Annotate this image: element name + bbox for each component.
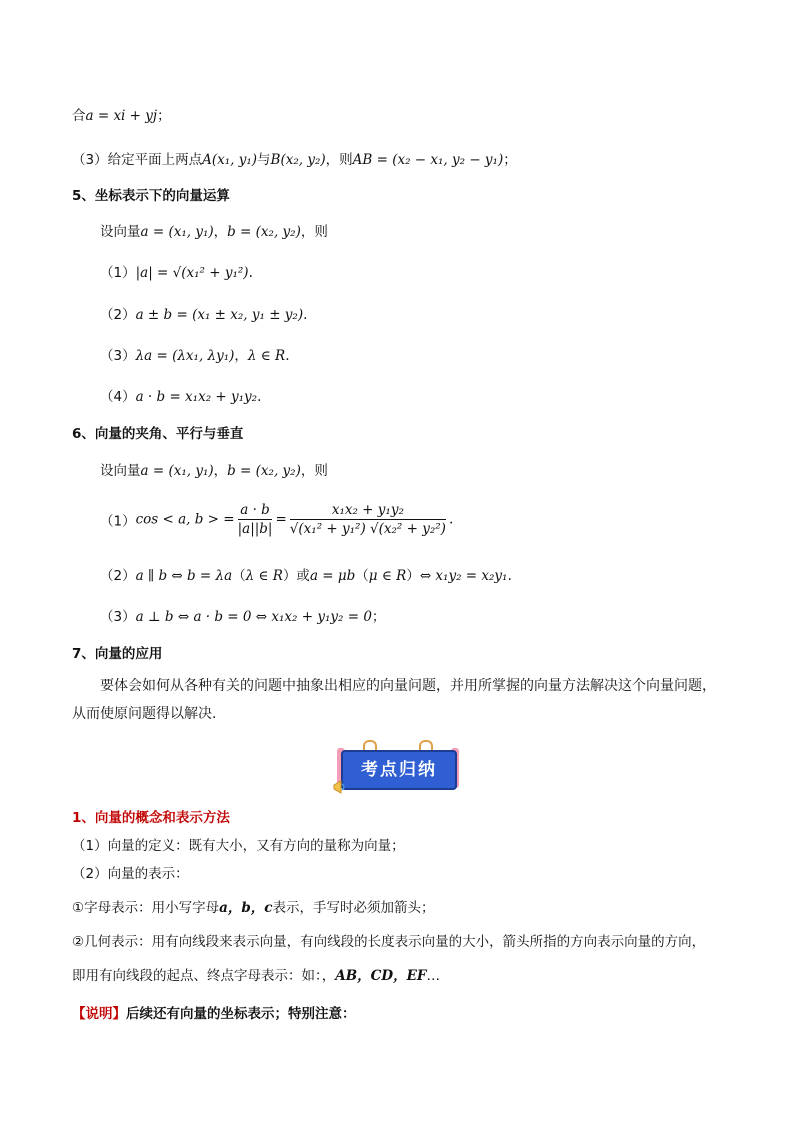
section5-item1 bbox=[100, 263, 253, 283]
note-text: 后续还有向量的坐标表示；特别注意： bbox=[126, 1006, 356, 1022]
section6-intro bbox=[100, 461, 328, 481]
formula: λa = (λx₁, λy₁) bbox=[135, 348, 235, 364]
text: ，则 bbox=[300, 224, 328, 240]
item-number: （4） bbox=[100, 389, 136, 405]
text: ，则 bbox=[300, 463, 328, 479]
kaodian-item-definition: （1）向量的定义：既有大小，又有方向的量称为向量； bbox=[72, 838, 405, 854]
line-vector-decomposition bbox=[72, 106, 171, 126]
section-heading-5: 5、坐标表示下的向量运算 bbox=[72, 188, 230, 204]
item-number: （3） bbox=[100, 348, 136, 364]
formula: b = (x₂, y₂) bbox=[227, 224, 301, 240]
section6-item1 bbox=[100, 502, 453, 537]
formula: a = (x₁, y₁) bbox=[140, 463, 214, 479]
section7-paragraph bbox=[72, 672, 722, 728]
text: . bbox=[507, 568, 512, 584]
formula: a = (x₁, y₁) bbox=[140, 224, 214, 240]
section6-item3 bbox=[100, 607, 385, 627]
item-number: （1） bbox=[100, 513, 136, 530]
fraction-cosine bbox=[238, 502, 273, 537]
vector-letters: a，b，c bbox=[219, 900, 273, 916]
item-number: （2） bbox=[100, 307, 136, 323]
formula: a ± b = (x₁ ± x₂, y₁ ± y₂) bbox=[135, 307, 304, 323]
section5-intro bbox=[100, 222, 328, 242]
formula: a ∥ b ⇔ b = λa bbox=[135, 568, 233, 584]
formula: cos < a, b > = bbox=[135, 511, 235, 528]
fraction-denominator: |a||b| bbox=[237, 521, 273, 537]
text: 设向量 bbox=[100, 224, 141, 240]
text: ， bbox=[213, 224, 228, 240]
note-tag: 【说明】 bbox=[72, 1006, 126, 1022]
formula: = bbox=[275, 511, 287, 528]
kaodian-letter-representation bbox=[72, 898, 435, 918]
formula: μ ∈ R bbox=[368, 568, 407, 584]
section5-item3 bbox=[100, 346, 289, 366]
formula: a · b = x₁x₂ + y₁y₂ bbox=[135, 389, 258, 405]
text: ）或 bbox=[282, 568, 310, 584]
fraction-coordinates bbox=[290, 502, 446, 537]
text: 表示，手写时必须加箭头； bbox=[272, 900, 435, 916]
text: （ bbox=[355, 568, 369, 584]
section-heading-6: 6、向量的夹角、平行与垂直 bbox=[72, 426, 244, 442]
text: ； bbox=[371, 609, 386, 625]
item-number: （3） bbox=[72, 152, 108, 168]
formula: ⇔ x₁y₂ = x₂y₁ bbox=[419, 568, 508, 584]
section5-item2 bbox=[100, 305, 307, 325]
formula: λ ∈ R bbox=[245, 568, 283, 584]
vector-letters: AB，CD，EF bbox=[335, 968, 427, 984]
line-two-points bbox=[72, 150, 517, 170]
text: ； bbox=[157, 108, 171, 124]
text: ） bbox=[406, 568, 420, 584]
formula: AB = (x₂ − x₁, y₂ − y₁) bbox=[352, 152, 504, 168]
text: ，则 bbox=[325, 152, 353, 168]
text: . bbox=[248, 265, 253, 281]
text: ， bbox=[213, 463, 228, 479]
formula: a ⊥ b ⇔ a · b = 0 ⇔ x₁x₂ + y₁y₂ = 0 bbox=[135, 609, 372, 625]
text: ， bbox=[234, 348, 248, 364]
text: ①字母表示：用小写字母 bbox=[72, 900, 220, 916]
section6-item2 bbox=[100, 566, 512, 586]
formula: |a| = √(x₁² + y₁²) bbox=[135, 265, 249, 281]
text: 与 bbox=[257, 152, 271, 168]
text: （ bbox=[232, 568, 246, 584]
kaodian-banner bbox=[333, 740, 463, 800]
kaodian-geometric-representation: ②几何表示：用有向线段来表示向量，有向线段的长度表示向量的大小，箭头所指的方向表示向量的方向， bbox=[72, 934, 706, 950]
formula: a = μb bbox=[309, 568, 356, 584]
text: … bbox=[426, 968, 440, 984]
section-heading-7: 7、向量的应用 bbox=[72, 646, 163, 662]
fraction-numerator: x₁x₂ + y₁y₂ bbox=[290, 502, 446, 520]
item-number: （2） bbox=[100, 568, 136, 584]
formula: λ ∈ R bbox=[247, 348, 286, 364]
item-number: （3） bbox=[100, 609, 136, 625]
kaodian-item-representation: （2）向量的表示： bbox=[72, 866, 189, 882]
formula: A(x₁, y₁) bbox=[202, 152, 258, 168]
fraction-numerator: a · b bbox=[238, 502, 273, 520]
text: . bbox=[285, 348, 290, 364]
kaodian-heading-1: 1、向量的概念和表示方法 bbox=[72, 810, 230, 826]
formula: b = (x₂, y₂) bbox=[227, 463, 301, 479]
megaphone-icon bbox=[333, 780, 347, 794]
formula: B(x₂, y₂) bbox=[270, 152, 326, 168]
text: . bbox=[303, 307, 308, 323]
item-number: （1） bbox=[100, 265, 136, 281]
text: . bbox=[448, 511, 454, 528]
banner-label: 考点归纳 bbox=[341, 750, 457, 790]
text: 即用有向线段的起点、终点字母表示：如：， bbox=[72, 968, 336, 984]
text: 合 bbox=[72, 108, 86, 124]
text: 给定平面上两点 bbox=[107, 152, 203, 168]
text: 设向量 bbox=[100, 463, 141, 479]
section5-item4 bbox=[100, 387, 261, 407]
note-line bbox=[72, 1004, 356, 1024]
text: ； bbox=[503, 152, 517, 168]
text: 要体会如何从各种有关的问题中抽象出相应的向量问题，并用所掌握的向量方法解决这个向量问题，从而使原问题得以解决. bbox=[72, 678, 716, 722]
formula: a = xi + yj bbox=[85, 108, 158, 124]
text: . bbox=[257, 389, 262, 405]
kaodian-directed-segment bbox=[72, 966, 440, 986]
fraction-denominator: √(x₁² + y₁²) √(x₂² + y₂²) bbox=[289, 521, 446, 537]
